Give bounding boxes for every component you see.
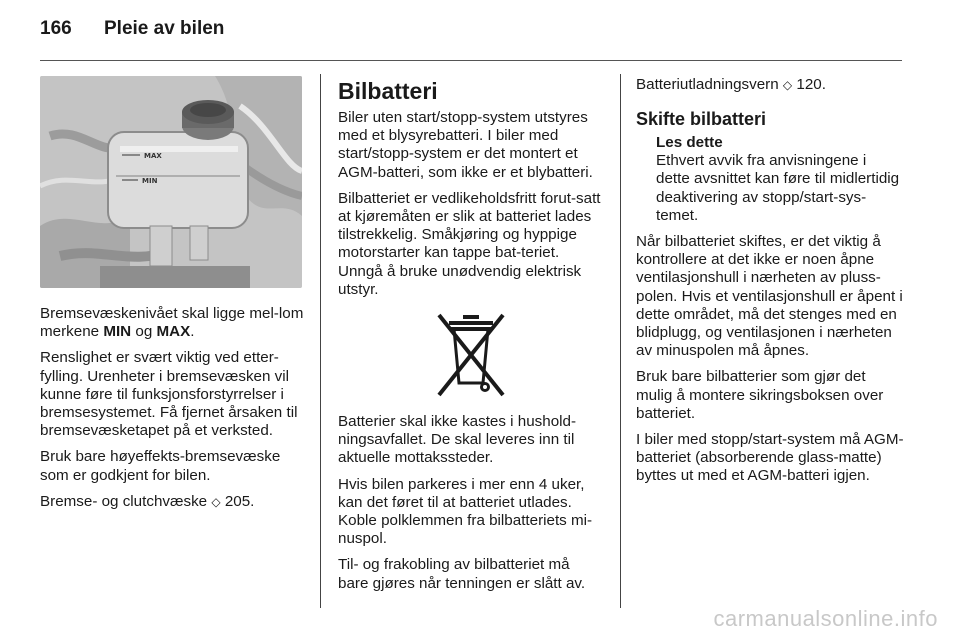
max-mark-label: MAX — [156, 323, 191, 341]
parking-text: Hvis bilen parkeres i mer enn 4 uker, kan det føret til at batteriet utlades. Koble polklemmen fra bilbatteriets mi-nuspol. — [338, 475, 593, 548]
connect-disconnect-text: Til- og frakobling av bilbatteriet må bare gjøres når tenningen er slått av. — [338, 556, 586, 592]
brake-fluid-reservoir-photo — [40, 76, 302, 288]
column-2 — [338, 76, 604, 601]
cleanliness-text: Renslighet er svært viktig ved etter-fylling. Urenheter i bremsevæsken vil kunne føre til funksjonsforstyrrelser i bremsesystemet. Få fjernet årsaken til bremsevæsketapet på et verksted. — [40, 349, 298, 440]
notice-title: Les dette — [656, 134, 723, 152]
page-header — [40, 18, 224, 48]
maintenance-text: Bilbatteriet er vedlikeholdsfritt forut-satt at kjøremåten er slik at batteriet lades tilstrekkelig. Småkjøring og hyppige motorstarter kan tappe bat-teriet. Unngå å bruke unødvendig elektrisk utstyr. — [338, 189, 601, 298]
column-1 — [40, 76, 306, 519]
agm-replacement-text: I biler med stopp/start-system må AGM-batteriet (absorberende glass-matte) byttes ut med et AGM-batteri igjen. — [636, 431, 904, 485]
brake-reservoir-illustration — [40, 76, 302, 288]
fusebox-text: Bruk bare bilbatterier som gjør det mulig å montere sikringsboksen over batteriet. — [636, 368, 884, 422]
recycling-symbol — [338, 307, 604, 401]
watermark: carmanualsonline.info — [713, 606, 938, 631]
notice-text: Ethvert avvik fra anvisningene i dette avsnittet kan føre til midlertidig deaktivering av stopp/start-sys-temet. — [656, 152, 900, 224]
brake-clutch-ref: Bremse- og clutchvæske ◇ 205. — [40, 492, 255, 510]
reservoir-max-label: MAX — [144, 152, 162, 160]
page-ref-link[interactable]: 205. — [224, 492, 255, 510]
battery-type-text: Biler uten start/stopp-system utstyres med et blysyrebatteri. I biler med start/stopp-system er det montert et AGM-batteri, som ikke er et blybatteri. — [338, 109, 593, 181]
crossed-out-bin-icon — [423, 307, 519, 401]
page-ref-arrow-icon: ◇ — [211, 494, 221, 509]
reservoir-min-label: MIN — [142, 177, 158, 185]
fluid-type-text: Bruk bare høyeffekts-bremsevæske som er godkjent for bilen. — [40, 448, 281, 484]
notice-box — [636, 134, 904, 225]
min-mark-label: MIN — [103, 323, 132, 341]
header-rule — [40, 60, 902, 61]
brake-fluid-level-text: Bremsevæskenivået skal ligge mel-lom merkene MIN og MAX. — [40, 305, 304, 341]
disposal-text: Batterier skal ikke kastes i hushold-ningsavfallet. De skal leveres inn til aktuelle mottakssteder. — [338, 413, 577, 467]
page-ref-link[interactable]: 120. — [796, 76, 826, 93]
section-heading-bilbatteri: Bilbatteri — [338, 78, 438, 104]
discharge-protection-ref: Batteriutladningsvern ◇ 120. — [636, 76, 826, 93]
page-title: Pleie av bilen — [104, 18, 225, 39]
column-divider-2 — [620, 74, 621, 608]
column-3 — [636, 76, 904, 494]
page-number: 166 — [40, 18, 72, 39]
column-divider-1 — [320, 74, 321, 608]
ventilation-text: Når bilbatteriet skiftes, er det viktig å kontrollere at det ikke er noen åpne ventilasjonshull i nærheten av pluss-polen. Hvis et ventilasjonshull er åpent i dette området, må det stenges med en blidplugg, og ventilasjonen i nærheten av minuspolen må åpnes. — [636, 233, 903, 360]
page-ref-arrow-icon: ◇ — [782, 78, 793, 92]
section-heading-skifte-bilbatteri: Skifte bilbatteri — [636, 109, 767, 130]
